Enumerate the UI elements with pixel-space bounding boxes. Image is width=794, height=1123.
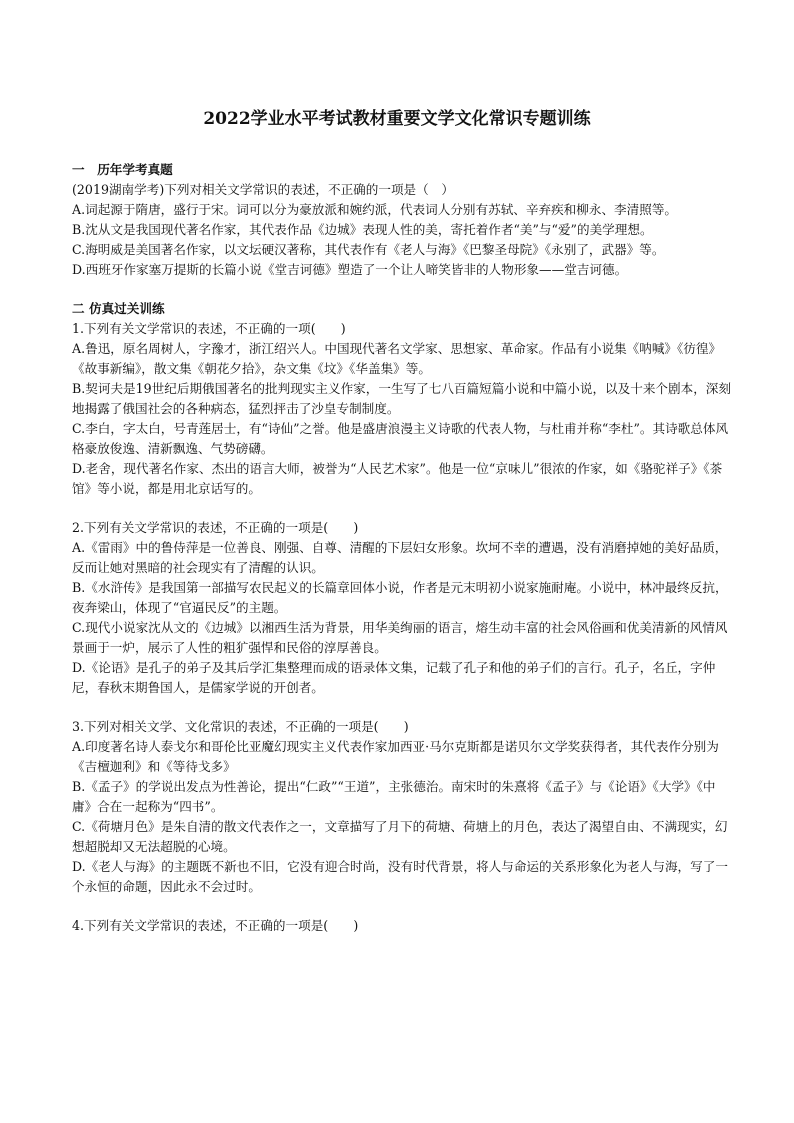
option-c: C.李白，字太白，号青莲居士，有“诗仙”之誉。他是盛唐浪漫主义诗歌的代表人物，与杜甫并称“李杜”。其诗歌总体风格豪放俊逸、清新飘逸、气势磅礴。 xyxy=(72,421,729,456)
option-d: D.老舍，现代著名作家、杰出的语言大师，被誉为“人民艺术家”。他是一位“京味儿”很浓的作家，如《骆驼祥子》《茶馆》等小说，都是用北京话写的。 xyxy=(72,461,723,496)
option-a: A.词起源于隋唐，盛行于宋。词可以分为豪放派和婉约派，代表词人分别有苏轼、辛弃疾和柳永、李清照等。 xyxy=(72,202,678,217)
option-c: C.现代小说家沈从文的《边城》以湘西生活为背景，用华美绚丽的语言，熔生动丰富的社会风俗画和优美清新的风情风景画于一炉，展示了人性的粗犷强悍和民俗的淳厚善良。 xyxy=(72,620,728,655)
question-stem: (2019湖南学考)下列对相关文学常识的表述，不正确的一项是（ ） xyxy=(72,182,454,197)
document-title: 2022学业水平考试教材重要文学文化常识专题训练 xyxy=(203,109,591,129)
question-stem: 4.下列有关文学常识的表述，不正确的一项是( ) xyxy=(72,918,359,933)
option-a: A.印度著名诗人泰戈尔和哥伦比亚魔幻现实主义代表作家加西亚·马尔克斯都是诺贝尔文学奖获得者，其代表作分别为《吉檀迦利》和《等待戈多》 xyxy=(72,739,719,774)
option-c: C.《荷塘月色》是朱自清的散文代表作之一，文章描写了月下的荷塘、荷塘上的月色，表达了渴望自由、不满现实，幻想超脱却又无法超脱的心境。 xyxy=(72,819,728,854)
option-d: D.西班牙作家塞万提斯的长篇小说《堂吉诃德》塑造了一个让人啼笑皆非的人物形象——堂吉诃德。 xyxy=(72,262,628,277)
question-stem: 1.下列有关文学常识的表述，不正确的一项( ) xyxy=(72,321,346,336)
question-stem: 2.下列有关文学常识的表述，不正确的一项是( ) xyxy=(72,520,359,535)
option-a: A.鲁迅，原名周树人，字豫才，浙江绍兴人。中国现代著名文学家、思想家、革命家。作品有小说集《呐喊》《彷徨》《故事新编》，散文集《朝花夕拾》，杂文集《坟》《华盖集》等。 xyxy=(72,341,722,376)
option-b: B.沈从文是我国现代著名作家，其代表作品《边城》表现人性的美，寄托着作者“美”与“爱”的美学理想。 xyxy=(72,222,653,237)
option-c: C.海明威是美国著名作家，以文坛硬汉著称，其代表作有《老人与海》《巴黎圣母院》《永别了，武器》等。 xyxy=(72,242,665,257)
option-d: D.《老人与海》的主题既不新也不旧，它没有迎合时尚，没有时代背景，将人与命运的关系形象化为老人与海，写了一个永恒的命题，因此永不会过时。 xyxy=(72,859,728,894)
section-heading: 一 历年学考真题 xyxy=(72,162,173,177)
question-stem: 3.下列对相关文学、文化常识的表述，不正确的一项是( ) xyxy=(72,719,409,734)
option-d: D.《论语》是孔子的弟子及其后学汇集整理而成的语录体文集，记载了孔子和他的弟子们的言行。孔子，名丘，字仲尼，春秋末期鲁国人，是儒家学说的开创者。 xyxy=(72,660,716,695)
option-b: B.《水浒传》是我国第一部描写农民起义的长篇章回体小说，作者是元末明初小说家施耐庵。小说中，林冲最终反抗，夜奔梁山，体现了“官逼民反”的主题。 xyxy=(72,580,728,615)
document-body xyxy=(72,160,732,936)
option-b: B.契诃夫是19世纪后期俄国著名的批判现实主义作家，一生写了七八百篇短篇小说和中篇小说，以及十来个剧本，深刻地揭露了俄国社会的各种病态，猛烈抨击了沙皇专制制度。 xyxy=(72,381,731,416)
section-heading: 二 仿真过关训练 xyxy=(72,301,165,316)
option-a: A.《雷雨》中的鲁侍萍是一位善良、刚强、自尊、清醒的下层妇女形象。坎坷不幸的遭遇，没有消磨掉她的美好品质，反而让她对黑暗的社会现实有了清醒的认识。 xyxy=(72,540,728,575)
option-b: B.《孟子》的学说出发点为性善论，提出“仁政”“王道”，主张德治。南宋时的朱熹将《孟子》与《论语》《大学》《中庸》合在一起称为“四书”。 xyxy=(72,779,716,814)
